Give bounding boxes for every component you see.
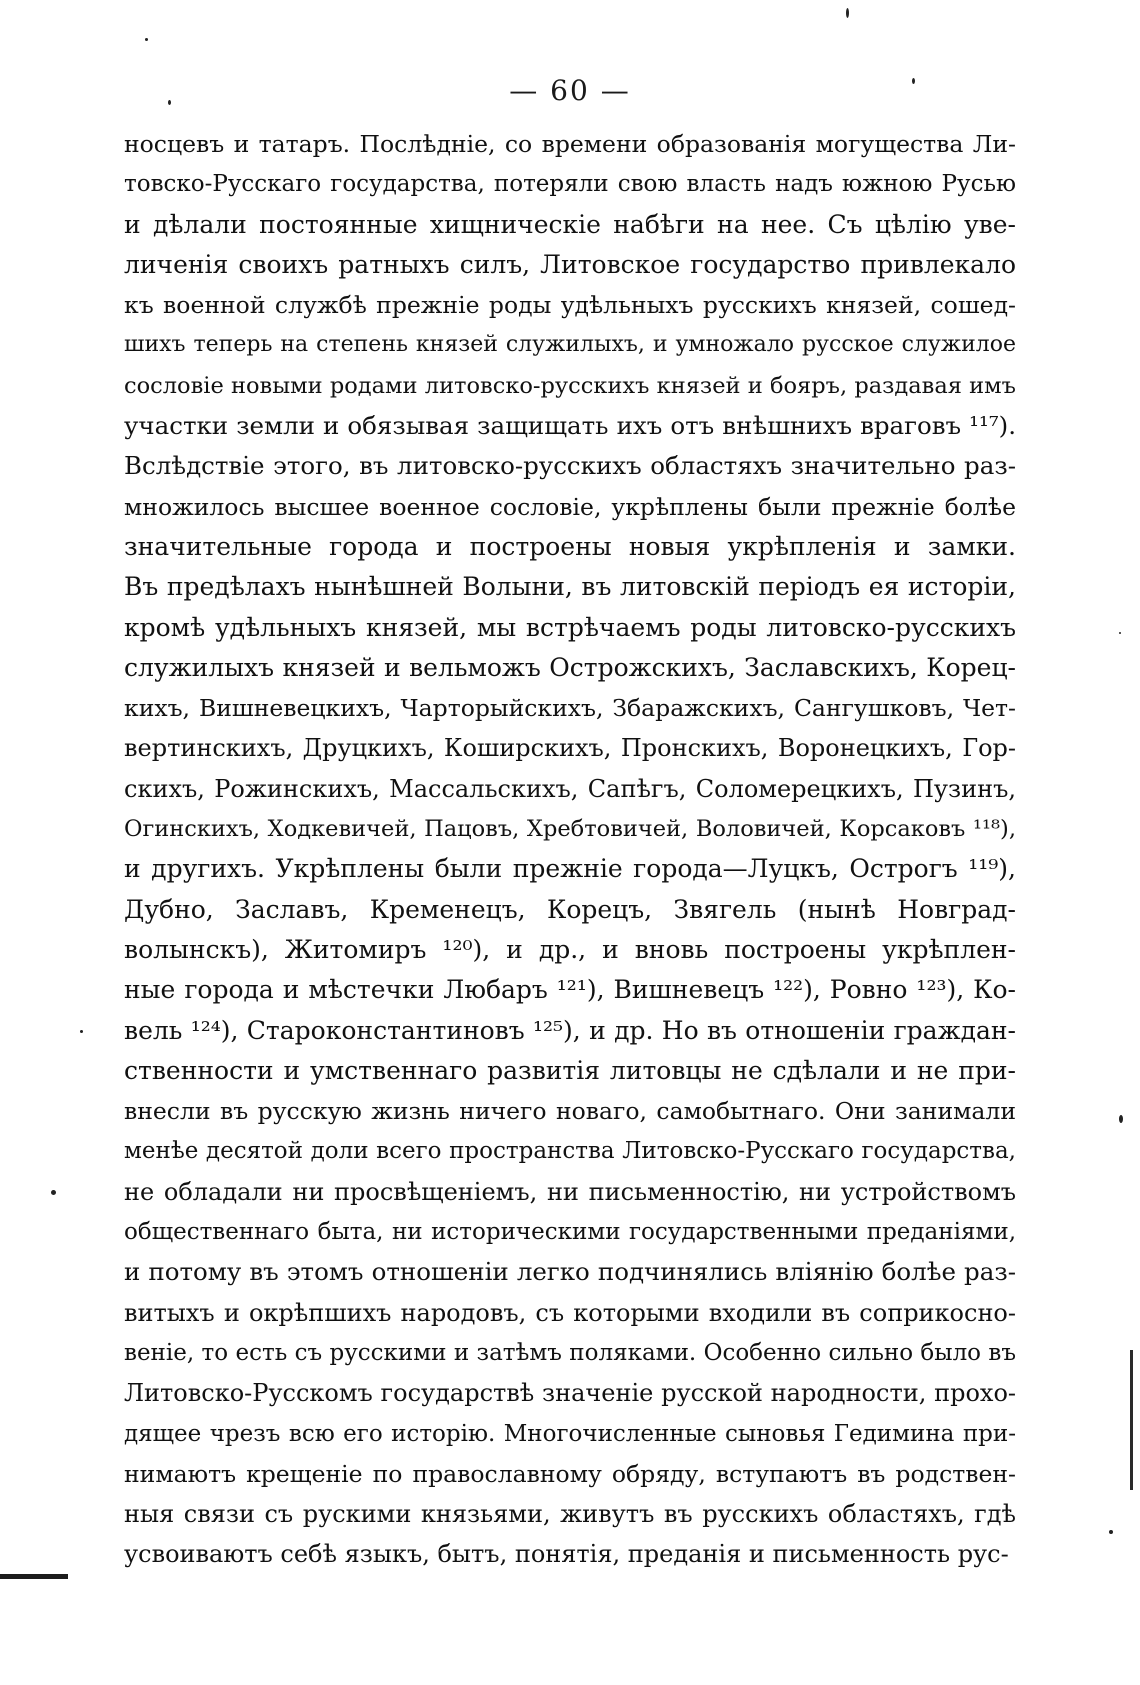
text-line: носцевъ и татаръ. Послѣдніе, со времени образованія могущества Ли- [124, 130, 1016, 158]
scan-speck [145, 38, 148, 41]
text-line: нимаютъ крещеніе по православному обряду, вступаютъ въ родствен- [124, 1459, 1016, 1488]
text-line: Вслѣдствіе этого, въ литовско-русскихъ областяхъ значительно раз- [124, 451, 1016, 481]
text-line: ныя связи съ рускими князьями, живутъ въ русскихъ областяхъ, гдѣ [124, 1500, 1016, 1529]
text-line: внесли въ русскую жизнь ничего новаго, самобытнаго. Они занимали [124, 1097, 1016, 1126]
text-line: дящее чрезъ всю его исторію. Многочисленные сыновья Гедимина при- [124, 1420, 1016, 1447]
text-line: кромѣ удѣльныхъ князей, мы встрѣчаемъ роды литовско-русскихъ [124, 612, 1016, 642]
scan-speck [168, 100, 171, 105]
text-line: ные города и мѣстечки Любаръ ¹²¹), Вишневецъ ¹²²), Ровно ¹²³), Ко- [124, 975, 1016, 1005]
text-line: витыхъ и окрѣпшихъ народовъ, съ которыми входили въ соприкосно- [124, 1298, 1016, 1327]
text-line: волынскъ), Житомиръ ¹²⁰), и др., и вновь построены укрѣплен- [124, 934, 1016, 964]
scan-speck [1109, 1530, 1113, 1534]
text-line: кихъ, Вишневецкихъ, Чарторыйскихъ, Збаражскихъ, Сангушковъ, Чет- [124, 694, 1016, 723]
page-number: — 60 — [509, 74, 631, 107]
scan-speck [80, 1030, 83, 1033]
text-line: сословіе новыми родами литовско-русскихъ князей и бояръ, раздавая имъ [124, 372, 1016, 399]
text-line: шихъ теперь на степень князей служилыхъ, и умножало русское служилое [124, 332, 1016, 358]
text-line: веніе, то есть съ русскими и затѣмъ поляками. Особенно сильно было въ [124, 1339, 1016, 1366]
text-line: множилось высшее военное сословіе, укрѣплены были прежніе болѣе [124, 492, 1016, 521]
text-line: и другихъ. Укрѣплены были прежніе города—Луцкъ, Острогъ ¹¹⁹), [124, 854, 1016, 884]
text-line: вель ¹²⁴), Староконстантиновъ ¹²⁵), и др. Но въ отношеніи граждан- [124, 1015, 1016, 1045]
text-line: не обладали ни просвѣщеніемъ, ни письменностію, ни устройствомъ [124, 1177, 1016, 1206]
text-line: и потому въ этомъ отношеніи легко подчинялись вліянію болѣе раз- [124, 1257, 1016, 1287]
scan-right-border [1130, 1350, 1133, 1490]
text-line: личенія своихъ ратныхъ силъ, Литовское государство привлекало [124, 249, 1016, 279]
text-line: Литовско-Русскомъ государствѣ значеніе русской народности, прохо- [124, 1379, 1016, 1408]
text-line: усвоиваютъ себѣ языкъ, бытъ, понятія, преданія и письменность рус- [124, 1540, 1009, 1569]
scan-speck [1119, 632, 1121, 634]
text-line: менѣе десятой доли всего пространства Литовско-Русскаго государства, [124, 1138, 1016, 1165]
text-line: вертинскихъ, Друцкихъ, Коширскихъ, Пронскихъ, Воронецкихъ, Гор- [124, 734, 1016, 763]
scan-speck [846, 8, 849, 18]
text-line: служилыхъ князей и вельможъ Острожскихъ, Заславскихъ, Корец- [124, 652, 1016, 682]
text-line: Въ предѣлахъ нынѣшней Волыни, въ литовскій періодъ ея исторіи, [124, 572, 1016, 602]
text-line: Огинскихъ, Ходкевичей, Пацовъ, Хребтовичей, Воловичей, Корсаковъ ¹¹⁸), [124, 816, 1016, 843]
text-line: и дѣлали постоянные хищническіе набѣги на нее. Съ цѣлію уве- [124, 209, 1016, 239]
body-text [124, 124, 1016, 1575]
text-line: Дубно, Заславъ, Кременецъ, Корецъ, Звягель (нынѣ Новград- [124, 894, 1016, 924]
text-line: общественнаго быта, ни историческими государственными преданіями, [124, 1219, 1016, 1246]
text-line: ственности и умственнаго развитія литовцы не сдѣлали и не при- [124, 1055, 1016, 1085]
text-line: значительные города и построены новыя укрѣпленія и замки. [124, 531, 1016, 561]
text-line: къ военной службѣ прежніе роды удѣльныхъ русскихъ князей, сошед- [124, 291, 1016, 320]
scan-speck [51, 1190, 56, 1195]
text-line: товско-Русскаго государства, потеряли свою власть надъ южною Русью [124, 171, 1016, 198]
text-line: скихъ, Рожинскихъ, Массальскихъ, Сапѣгъ, Соломерецкихъ, Пузинъ, [124, 774, 1016, 803]
scan-speck [1119, 1115, 1123, 1123]
scan-edge-mark [0, 1574, 68, 1579]
text-line: участки земли и обязывая защищать ихъ отъ внѣшнихъ враговъ ¹¹⁷). [124, 411, 1016, 441]
scan-speck [912, 78, 915, 84]
